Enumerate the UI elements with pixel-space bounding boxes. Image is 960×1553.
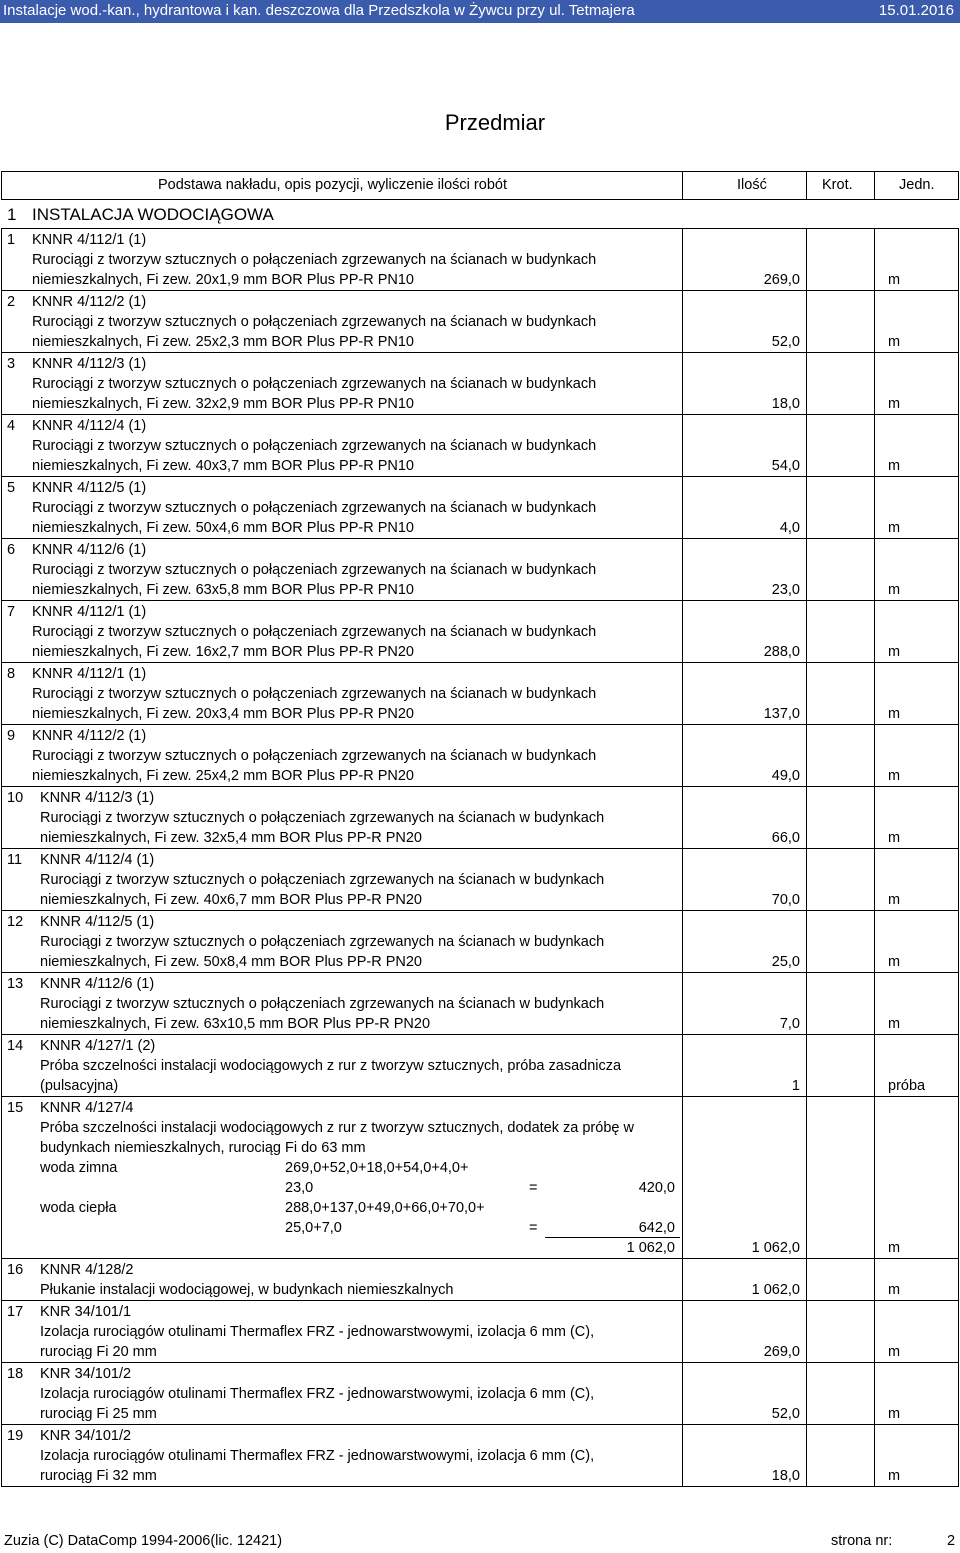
item-unit: m: [888, 520, 901, 536]
item-code: KNNR 4/112/4 (1): [32, 418, 147, 434]
item-code: KNR 34/101/2: [40, 1366, 132, 1382]
table-rule: [1, 538, 2, 600]
footer-page-label: strona nr:: [831, 1533, 893, 1549]
item-code: KNNR 4/112/6 (1): [32, 542, 147, 558]
table-rule: [874, 1096, 875, 1258]
table-rule: [806, 972, 807, 1034]
calc-value: 642,0: [638, 1220, 675, 1236]
table-rule: [1, 848, 959, 849]
table-rule: [682, 1300, 683, 1362]
item-description-line: Próba szczelności instalacji wodociągowych z rur z tworzyw sztucznych, dodatek za próbę w: [40, 1120, 634, 1136]
item-description-line: Rurociągi z tworzyw sztucznych o połączeniach zgrzewanych na ścianach w budynkach: [40, 996, 605, 1012]
item-quantity: 1 062,0: [751, 1240, 800, 1256]
calc-label: woda zimna: [40, 1160, 118, 1176]
item-unit: m: [888, 768, 901, 784]
item-quantity: 7,0: [779, 1016, 800, 1032]
table-rule: [874, 538, 875, 600]
item-number: 5: [7, 480, 16, 496]
item-description-line: Rurociągi z tworzyw sztucznych o połączeniach zgrzewanych na ścianach w budynkach: [32, 376, 597, 392]
footer-page-number: 2: [947, 1533, 956, 1549]
table-rule: [1, 171, 2, 199]
item-unit: m: [888, 1468, 901, 1484]
table-rule: [682, 1258, 683, 1300]
item-number: 9: [7, 728, 16, 744]
table-rule: [874, 290, 875, 352]
table-rule: [874, 476, 875, 538]
table-rule: [874, 662, 875, 724]
table-rule: [682, 662, 683, 724]
table-rule: [958, 1300, 959, 1362]
item-description-line: niemieszkalnych, Fi zew. 40x6,7 mm BOR Plus PP-R PN20: [40, 892, 422, 908]
table-rule: [682, 538, 683, 600]
table-rule: [806, 662, 807, 724]
item-unit: m: [888, 1344, 901, 1360]
table-rule: [682, 414, 683, 476]
item-unit: m: [888, 954, 901, 970]
item-description-line: niemieszkalnych, Fi zew. 16x2,7 mm BOR Plus PP-R PN20: [32, 644, 414, 660]
item-description-line: Rurociągi z tworzyw sztucznych o połączeniach zgrzewanych na ścianach w budynkach: [32, 686, 597, 702]
table-rule: [1, 414, 2, 476]
item-quantity: 1: [791, 1078, 800, 1094]
item-quantity: 54,0: [771, 458, 800, 474]
table-rule: [874, 1362, 875, 1424]
footer-software: Zuzia (C) DataComp 1994-2006(lic. 12421): [4, 1533, 283, 1549]
table-rule: [1, 786, 2, 848]
table-rule: [958, 600, 959, 662]
item-description-line: niemieszkalnych, Fi zew. 25x2,3 mm BOR Plus PP-R PN10: [32, 334, 414, 350]
table-rule: [958, 724, 959, 786]
item-unit: m: [888, 830, 901, 846]
table-rule: [1, 1034, 959, 1035]
item-description-line: rurociąg Fi 25 mm: [40, 1406, 157, 1422]
table-rule: [1, 1096, 959, 1097]
item-quantity: 4,0: [779, 520, 800, 536]
item-code: KNNR 4/112/2 (1): [32, 728, 147, 744]
table-rule: [1, 414, 959, 415]
item-unit: m: [888, 458, 901, 474]
item-code: KNR 34/101/1: [40, 1304, 132, 1320]
item-number: 14: [7, 1038, 24, 1054]
calc-sum: 1 062,0: [626, 1240, 675, 1256]
calc-expression: 25,0+7,0: [285, 1220, 342, 1236]
item-description-line: Rurociągi z tworzyw sztucznych o połączeniach zgrzewanych na ścianach w budynkach: [32, 562, 597, 578]
table-rule: [806, 724, 807, 786]
item-quantity: 23,0: [771, 582, 800, 598]
table-rule: [806, 228, 807, 290]
table-rule: [958, 1258, 959, 1300]
item-code: KNNR 4/112/5 (1): [40, 914, 155, 930]
table-rule: [958, 290, 959, 352]
item-description-line: Izolacja rurociągów otulinami Thermaflex FRZ - jednowarstwowymi, izolacja 6 mm (C),: [40, 1448, 595, 1464]
column-header-quantity: Ilość: [737, 177, 767, 193]
item-unit: m: [888, 334, 901, 350]
table-rule: [958, 786, 959, 848]
table-rule: [874, 352, 875, 414]
table-rule: [1, 1258, 2, 1300]
item-description-line: Izolacja rurociągów otulinami Thermaflex FRZ - jednowarstwowymi, izolacja 6 mm (C),: [40, 1324, 595, 1340]
item-description-line: Rurociągi z tworzyw sztucznych o połączeniach zgrzewanych na ścianach w budynkach: [32, 500, 597, 516]
item-unit: m: [888, 1282, 901, 1298]
item-unit: m: [888, 1406, 901, 1422]
table-rule: [682, 600, 683, 662]
table-rule: [958, 1096, 959, 1258]
item-number: 15: [7, 1100, 24, 1116]
item-quantity: 25,0: [771, 954, 800, 970]
table-rule: [874, 228, 875, 290]
table-rule: [682, 972, 683, 1034]
table-rule: [958, 476, 959, 538]
table-rule: [806, 1096, 807, 1258]
table-rule: [1, 199, 959, 200]
table-rule: [682, 1034, 683, 1096]
item-code: KNNR 4/127/4: [40, 1100, 134, 1116]
document-title: Instalacje wod.-kan., hydrantowa i kan. deszczowa dla Przedszkola w Żywcu przy ul. Tetmajera: [3, 2, 635, 19]
item-description-line: niemieszkalnych, Fi zew. 40x3,7 mm BOR Plus PP-R PN10: [32, 458, 414, 474]
item-code: KNNR 4/127/1 (2): [40, 1038, 156, 1054]
table-rule: [1, 600, 2, 662]
calc-equals: =: [529, 1180, 538, 1196]
table-rule: [806, 538, 807, 600]
item-code: KNR 34/101/2: [40, 1428, 132, 1444]
item-code: KNNR 4/112/4 (1): [40, 852, 155, 868]
item-unit: próba: [888, 1078, 926, 1094]
table-rule: [1, 1258, 959, 1259]
item-number: 16: [7, 1262, 24, 1278]
table-rule: [874, 1258, 875, 1300]
item-number: 4: [7, 418, 16, 434]
item-unit: m: [888, 272, 901, 288]
calc-expression: 288,0+137,0+49,0+66,0+70,0+: [285, 1200, 485, 1216]
table-rule: [958, 352, 959, 414]
table-rule: [1, 662, 2, 724]
item-description-line: niemieszkalnych, Fi zew. 32x2,9 mm BOR Plus PP-R PN10: [32, 396, 414, 412]
item-unit: m: [888, 1240, 901, 1256]
item-number: 19: [7, 1428, 24, 1444]
table-rule: [1, 1362, 959, 1363]
item-description-line: Izolacja rurociągów otulinami Thermaflex FRZ - jednowarstwowymi, izolacja 6 mm (C),: [40, 1386, 595, 1402]
item-unit: m: [888, 706, 901, 722]
table-rule: [1, 1362, 2, 1424]
table-rule: [1, 972, 959, 973]
table-rule: [806, 476, 807, 538]
table-rule: [1, 1300, 2, 1362]
table-rule: [958, 972, 959, 1034]
table-rule: [682, 476, 683, 538]
table-rule: [1, 290, 959, 291]
table-rule: [1, 290, 2, 352]
item-quantity: 269,0: [763, 272, 800, 288]
table-rule: [958, 910, 959, 972]
item-description-line: budynkach niemieszkalnych, rurociąg Fi do 63 mm: [40, 1140, 366, 1156]
section-title: INSTALACJA WODOCIĄGOWA: [32, 205, 274, 224]
table-rule: [682, 171, 683, 199]
table-rule: [682, 1424, 683, 1486]
table-rule: [958, 414, 959, 476]
item-number: 11: [7, 852, 23, 868]
item-code: KNNR 4/112/2 (1): [32, 294, 147, 310]
table-rule: [1, 476, 2, 538]
item-code: KNNR 4/128/2: [40, 1262, 134, 1278]
table-rule: [1, 352, 959, 353]
item-number: 17: [7, 1304, 24, 1320]
item-number: 2: [7, 294, 16, 310]
item-description-line: niemieszkalnych, Fi zew. 63x5,8 mm BOR Plus PP-R PN10: [32, 582, 414, 598]
item-description-line: Rurociągi z tworzyw sztucznych o połączeniach zgrzewanych na ścianach w budynkach: [32, 252, 597, 268]
column-header-unit: Jedn.: [899, 177, 935, 193]
table-rule: [874, 786, 875, 848]
table-rule: [1, 910, 2, 972]
item-unit: m: [888, 396, 901, 412]
item-description-line: Rurociągi z tworzyw sztucznych o połączeniach zgrzewanych na ścianach w budynkach: [40, 934, 605, 950]
table-rule: [1, 1486, 959, 1487]
item-description-line: niemieszkalnych, Fi zew. 20x3,4 mm BOR Plus PP-R PN20: [32, 706, 414, 722]
calc-expression: 23,0: [285, 1180, 314, 1196]
table-rule: [874, 848, 875, 910]
item-unit: m: [888, 1016, 901, 1032]
table-rule: [806, 1258, 807, 1300]
calc-expression: 269,0+52,0+18,0+54,0+4,0+: [285, 1160, 469, 1176]
table-rule: [682, 910, 683, 972]
item-description-line: Rurociągi z tworzyw sztucznych o połączeniach zgrzewanych na ścianach w budynkach: [32, 438, 597, 454]
item-number: 18: [7, 1366, 24, 1382]
table-rule: [958, 1424, 959, 1486]
item-description-line: Rurociągi z tworzyw sztucznych o połączeniach zgrzewanych na ścianach w budynkach: [32, 314, 597, 330]
item-description-line: niemieszkalnych, Fi zew. 63x10,5 mm BOR Plus PP-R PN20: [40, 1016, 431, 1032]
item-number: 8: [7, 666, 16, 682]
item-number: 12: [7, 914, 24, 930]
item-description-line: niemieszkalnych, Fi zew. 50x8,4 mm BOR Plus PP-R PN20: [40, 954, 422, 970]
section-number: 1: [7, 205, 17, 224]
table-rule: [874, 1300, 875, 1362]
table-rule: [682, 290, 683, 352]
table-rule: [1, 972, 2, 1034]
table-rule: [1, 352, 2, 414]
table-rule: [1, 1424, 2, 1486]
table-rule: [806, 786, 807, 848]
table-rule: [874, 1034, 875, 1096]
item-code: KNNR 4/112/1 (1): [32, 232, 147, 248]
table-rule: [874, 171, 875, 199]
item-quantity: 66,0: [771, 830, 800, 846]
table-rule: [1, 1424, 959, 1425]
table-rule: [806, 352, 807, 414]
table-rule: [1, 538, 959, 539]
table-rule: [1, 1096, 2, 1258]
table-rule: [958, 848, 959, 910]
table-rule: [806, 910, 807, 972]
item-number: 7: [7, 604, 16, 620]
table-rule: [682, 1362, 683, 1424]
item-number: 6: [7, 542, 16, 558]
table-rule: [806, 1362, 807, 1424]
item-description-line: Płukanie instalacji wodociągowej, w budynkach niemieszkalnych: [40, 1282, 454, 1298]
table-rule: [874, 414, 875, 476]
item-unit: m: [888, 892, 901, 908]
table-rule: [1, 724, 959, 725]
item-description-line: (pulsacyjna): [40, 1078, 119, 1094]
table-rule: [545, 1237, 680, 1238]
item-code: KNNR 4/112/3 (1): [40, 790, 155, 806]
calc-label: woda ciepła: [40, 1200, 117, 1216]
item-unit: m: [888, 582, 901, 598]
table-rule: [806, 600, 807, 662]
item-quantity: 52,0: [771, 334, 800, 350]
item-description-line: Próba szczelności instalacji wodociągowych z rur z tworzyw sztucznych, próba zasadnicza: [40, 1058, 622, 1074]
table-rule: [1, 228, 2, 290]
item-description-line: niemieszkalnych, Fi zew. 50x4,6 mm BOR Plus PP-R PN10: [32, 520, 414, 536]
table-rule: [1, 228, 959, 229]
item-description-line: Rurociągi z tworzyw sztucznych o połączeniach zgrzewanych na ścianach w budynkach: [32, 748, 597, 764]
table-rule: [1, 1034, 2, 1096]
item-quantity: 1 062,0: [751, 1282, 800, 1298]
table-rule: [958, 228, 959, 290]
item-code: KNNR 4/112/1 (1): [32, 604, 147, 620]
item-number: 3: [7, 356, 16, 372]
item-description-line: Rurociągi z tworzyw sztucznych o połączeniach zgrzewanych na ścianach w budynkach: [40, 872, 605, 888]
table-rule: [806, 290, 807, 352]
table-rule: [682, 786, 683, 848]
table-rule: [682, 228, 683, 290]
table-rule: [874, 972, 875, 1034]
table-rule: [806, 1300, 807, 1362]
column-header-krot: Krot.: [822, 177, 853, 193]
item-code: KNNR 4/112/3 (1): [32, 356, 147, 372]
table-rule: [682, 848, 683, 910]
item-number: 10: [7, 790, 24, 806]
table-rule: [958, 171, 959, 199]
table-rule: [958, 1034, 959, 1096]
item-quantity: 52,0: [771, 1406, 800, 1422]
table-rule: [1, 910, 959, 911]
table-rule: [682, 352, 683, 414]
calc-equals: =: [529, 1220, 538, 1236]
item-quantity: 269,0: [763, 1344, 800, 1360]
document-header: [0, 0, 960, 23]
table-rule: [682, 1096, 683, 1258]
table-rule: [1, 662, 959, 663]
table-rule: [1, 1300, 959, 1301]
document-date: 15.01.2016: [878, 2, 954, 19]
table-rule: [1, 848, 2, 910]
table-rule: [874, 600, 875, 662]
table-rule: [874, 724, 875, 786]
item-quantity: 49,0: [771, 768, 800, 784]
table-rule: [1, 476, 959, 477]
item-description-line: rurociąg Fi 20 mm: [40, 1344, 157, 1360]
item-number: 1: [7, 232, 16, 248]
table-rule: [958, 1362, 959, 1424]
table-rule: [874, 1424, 875, 1486]
item-description-line: niemieszkalnych, Fi zew. 32x5,4 mm BOR Plus PP-R PN20: [40, 830, 422, 846]
item-description-line: Rurociągi z tworzyw sztucznych o połączeniach zgrzewanych na ścianach w budynkach: [40, 810, 605, 826]
table-rule: [958, 538, 959, 600]
item-description-line: Rurociągi z tworzyw sztucznych o połączeniach zgrzewanych na ścianach w budynkach: [32, 624, 597, 640]
table-rule: [806, 171, 807, 199]
item-number: 13: [7, 976, 24, 992]
table-rule: [806, 1034, 807, 1096]
item-code: KNNR 4/112/5 (1): [32, 480, 147, 496]
item-unit: m: [888, 644, 901, 660]
item-quantity: 137,0: [763, 706, 800, 722]
item-code: KNNR 4/112/1 (1): [32, 666, 147, 682]
table-rule: [874, 910, 875, 972]
item-description-line: niemieszkalnych, Fi zew. 25x4,2 mm BOR Plus PP-R PN20: [32, 768, 414, 784]
table-rule: [1, 600, 959, 601]
item-description-line: niemieszkalnych, Fi zew. 20x1,9 mm BOR Plus PP-R PN10: [32, 272, 414, 288]
calc-value: 420,0: [638, 1180, 675, 1196]
item-quantity: 70,0: [771, 892, 800, 908]
table-rule: [1, 786, 959, 787]
page-title: Przedmiar: [444, 110, 546, 135]
table-rule: [806, 414, 807, 476]
item-quantity: 18,0: [771, 396, 800, 412]
item-quantity: 18,0: [771, 1468, 800, 1484]
table-rule: [1, 171, 959, 172]
item-description-line: rurociąg Fi 32 mm: [40, 1468, 157, 1484]
item-quantity: 288,0: [763, 644, 800, 660]
table-rule: [1, 724, 2, 786]
table-rule: [806, 1424, 807, 1486]
column-header-description: Podstawa nakładu, opis pozycji, wyliczenie ilości robót: [158, 177, 507, 193]
table-rule: [958, 662, 959, 724]
table-rule: [682, 724, 683, 786]
table-rule: [806, 848, 807, 910]
item-code: KNNR 4/112/6 (1): [40, 976, 155, 992]
